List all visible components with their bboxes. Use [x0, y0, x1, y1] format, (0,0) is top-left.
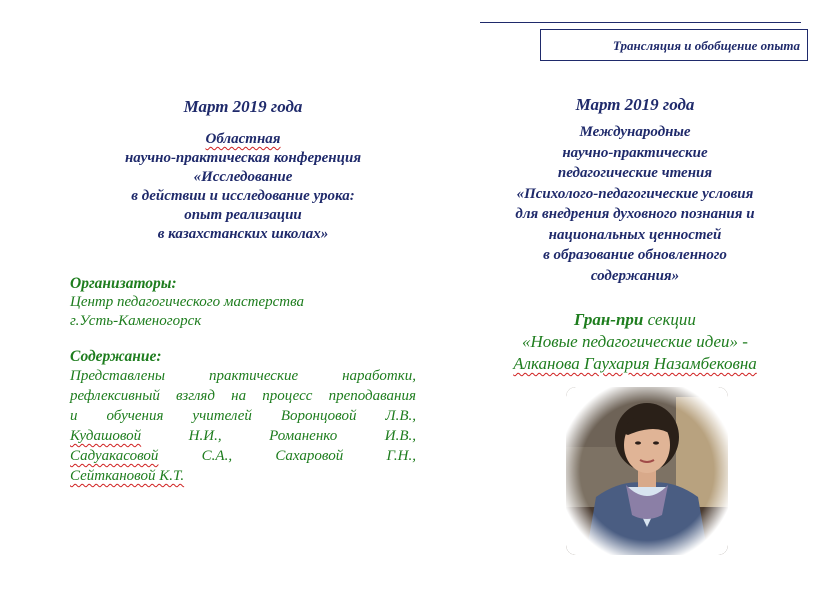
portrait-photo	[566, 387, 728, 555]
conference-line: в казахстанских школах»	[157, 226, 329, 242]
conference-line: опыт реализации	[184, 207, 302, 223]
conference-line: в действии и исследование урока:	[131, 188, 355, 204]
conference-line: Областная	[205, 131, 281, 147]
section-header-title: Трансляция и обобщение опыта	[612, 38, 800, 53]
award-line	[462, 309, 808, 331]
organizers-line: г.Усть-Каменогорск	[70, 313, 202, 329]
content-word: Сахаровой	[275, 448, 344, 464]
event-line: содержания»	[590, 267, 680, 284]
content-line	[70, 386, 416, 406]
portrait-illustration	[566, 387, 728, 555]
content-word: И.В.,	[384, 428, 416, 444]
header-rule	[480, 22, 801, 23]
event-line: Международные	[579, 124, 691, 140]
left-column	[70, 96, 416, 486]
left-conference-title	[70, 130, 416, 244]
event-line: в образование обновленного	[543, 247, 727, 263]
organizers-line: Центр педагогического мастерства	[70, 294, 305, 310]
content-line	[70, 466, 416, 486]
event-line: «Психолого-педагогические условия	[516, 185, 754, 202]
content-word: Г.Н.,	[386, 448, 416, 464]
content-word: преподавания	[328, 388, 416, 404]
event-line: научно-практические	[562, 144, 708, 161]
content-word: Л.В.,	[385, 408, 416, 424]
content-word: рефлексивный	[70, 388, 160, 404]
left-date: Март 2019 года	[183, 97, 303, 116]
content-word: Кудашовой	[70, 428, 142, 444]
content-body	[70, 366, 416, 486]
content-word: Представлены	[70, 368, 166, 384]
event-line: для внедрения духовного познания и	[515, 206, 755, 222]
award-section: «Новые педагогические идеи» -	[522, 332, 748, 351]
content-line	[70, 366, 416, 386]
conference-line: «Исследование	[193, 169, 293, 185]
award-person-name: Алканова Гаухария Назамбековна	[513, 354, 757, 373]
content-word: С.А.,	[201, 448, 233, 464]
conference-line: научно-практическая конференция	[124, 150, 362, 166]
event-line: педагогические чтения	[557, 165, 713, 181]
content-word: на	[231, 388, 247, 404]
content-word: Воронцовой	[280, 408, 357, 424]
content-word: практические	[209, 368, 299, 384]
content-word: Романенко	[269, 428, 338, 444]
organizers-heading: Организаторы:	[70, 275, 177, 292]
award-section-word: секции	[643, 310, 696, 329]
section-header	[540, 29, 808, 61]
right-column	[462, 94, 808, 375]
right-date: Март 2019 года	[575, 95, 695, 114]
award-block	[462, 309, 808, 375]
content-line	[70, 426, 416, 446]
content-word: и	[70, 408, 78, 424]
content-word: обучения	[106, 408, 164, 424]
content-word: процесс	[262, 388, 313, 404]
content-line	[70, 446, 416, 466]
content-word: взгляд	[176, 388, 215, 404]
award-person	[462, 353, 808, 375]
event-line: национальных ценностей	[548, 226, 722, 243]
right-event-title	[462, 122, 808, 286]
content-word: Садуакасовой	[70, 448, 159, 464]
content-line	[70, 406, 416, 426]
content-word: Сейткановой К.Т.	[70, 468, 185, 484]
content-heading: Содержание:	[70, 348, 162, 365]
content-word: учителей	[192, 408, 252, 424]
content-word: наработки,	[342, 368, 416, 384]
award-label: Гран-при	[574, 310, 644, 329]
content-word: Н.И.,	[188, 428, 222, 444]
